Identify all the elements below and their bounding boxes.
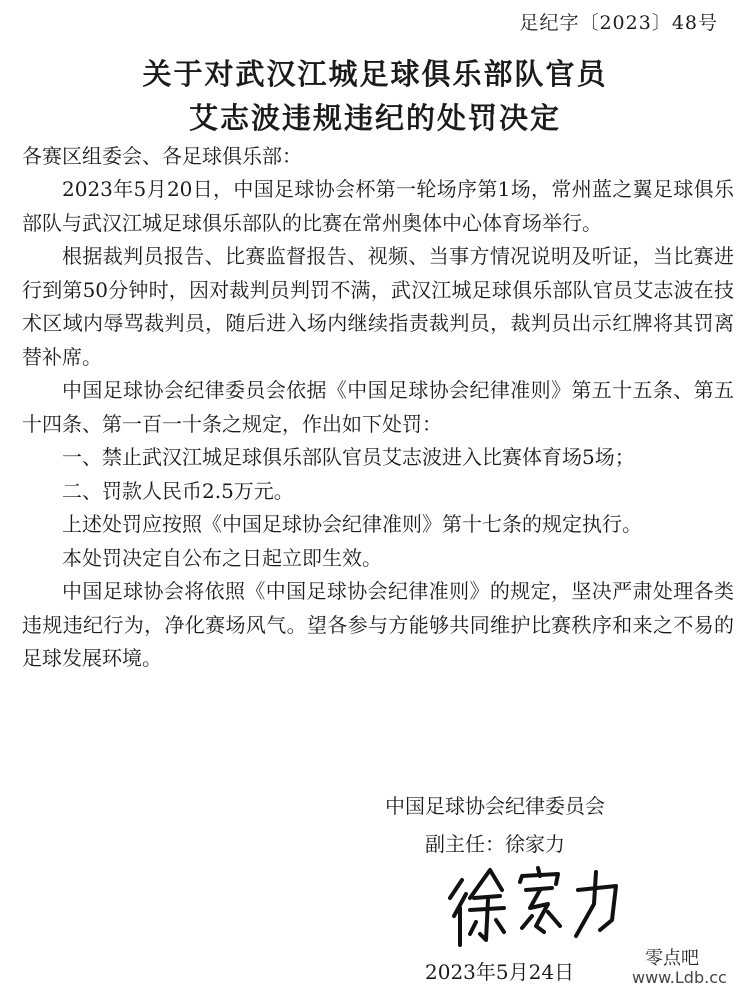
- handwritten-signature: [440, 860, 630, 954]
- body-paragraph-2: 根据裁判员报告、比赛监督报告、视频、当事方情况说明及听证，当比赛进行到第50分钟时，因对裁判员判罚不满，武汉江城足球俱乐部队官员艾志波在技术区域内辱骂裁判员，随后进入场内继续指责裁判员，裁判员出示红牌将其罚离替补席。: [22, 244, 734, 369]
- body-paragraph-5: 二、罚款人民币2.5万元。: [62, 478, 294, 503]
- body-paragraph-4: 一、禁止武汉江城足球俱乐部队官员艾志波进入比赛体育场5场；: [62, 445, 635, 469]
- signature-date: 2023年5月24日: [425, 960, 575, 984]
- watermark-site-name: 零点吧: [645, 948, 699, 969]
- body-paragraph-7: 本处罚决定自公布之日起立即生效。: [62, 545, 382, 570]
- body-paragraph-6: 上述处罚应按照《中国足球协会纪律准则》第十七条的规定执行。: [62, 512, 642, 536]
- salutation: 各赛区组委会、各足球俱乐部：: [22, 144, 302, 168]
- signature-role: 副主任：徐家力: [425, 832, 565, 856]
- document-title-line-1: 关于对武汉江城足球俱乐部队官员: [142, 57, 608, 91]
- document-number: 足纪字〔2023〕48号: [519, 12, 718, 34]
- document-title-line-2: 艾志波违规违纪的处罚决定: [188, 101, 561, 135]
- signature-organization: 中国足球协会纪律委员会: [385, 794, 605, 818]
- watermark-url: www.Ldb.cc: [632, 968, 727, 987]
- body-paragraph-8: 中国足球协会将依照《中国足球协会纪律准则》的规定，坚决严肃处理各类违规违纪行为，净化赛场风气。望各参与方能够共同维护比赛秩序和来之不易的足球发展环境。: [22, 579, 734, 670]
- body-paragraph-1: 2023年5月20日，中国足球协会杯第一轮场序第1场，常州蓝之翼足球俱乐部队与武汉江城足球俱乐部队的比赛在常州奥体中心体育场举行。: [22, 177, 734, 235]
- document-body: [22, 173, 734, 676]
- body-paragraph-3: 中国足球协会纪律委员会依据《中国足球协会纪律准则》第五十五条、第五十四条、第一百一十条之规定，作出如下处罚：: [22, 378, 734, 436]
